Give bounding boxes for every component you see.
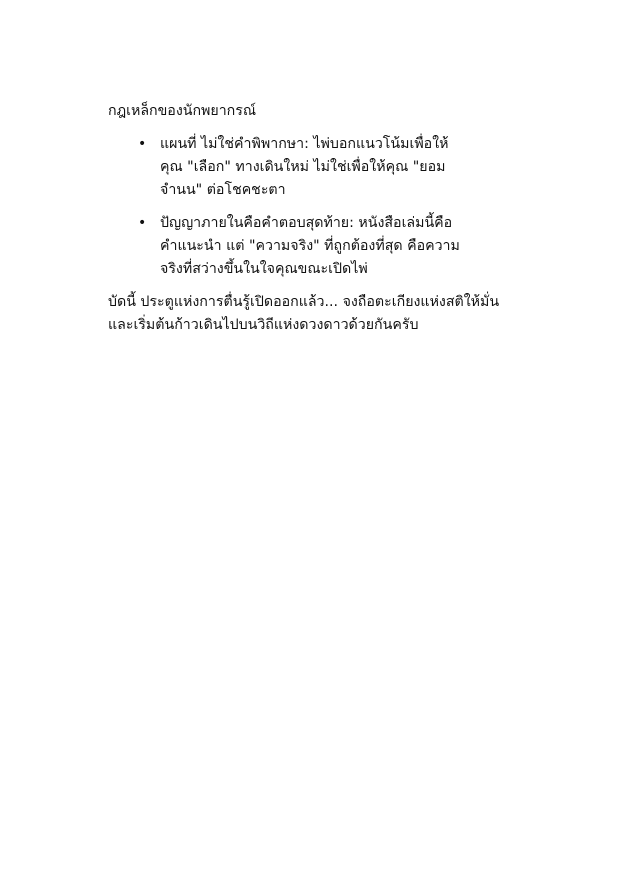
list-item (108, 133, 460, 202)
document-body (108, 100, 518, 337)
closing-paragraph: บัดนี้ ประตูแห่งการตื่นรู้เปิดออกแล้ว... จงถือตะเกียงแห่งสติให้มั่น และเริ่มต้นก้าวเดินไปบนวิถีแห่งดวงดาวด้วยกันครับ (108, 294, 500, 333)
rule-text: ปัญญาภายในคือคำตอบสุดท้าย: หนังสือเล่มนี้คือคำแนะนำ แต่ "ความจริง" ที่ถูกต้องที่สุด คือความจริงที่สว่างขึ้นในใจคุณขณะเปิดไพ่ (160, 215, 460, 277)
rules-list (108, 133, 518, 281)
bullet-icon: • (138, 215, 147, 231)
rule-text: แผนที่ ไม่ใช่คำพิพากษา: ไพ่บอกแนวโน้มเพื่อให้คุณ "เลือก" ทางเดินใหม่ ไม่ใช่เพื่อให้คุณ "ยอมจำนน" ต่อโชคชะตา (160, 136, 449, 198)
section-heading: กฎเหล็กของนักพยากรณ์ (108, 103, 257, 119)
bullet-icon: • (138, 136, 147, 152)
list-item (108, 212, 460, 281)
